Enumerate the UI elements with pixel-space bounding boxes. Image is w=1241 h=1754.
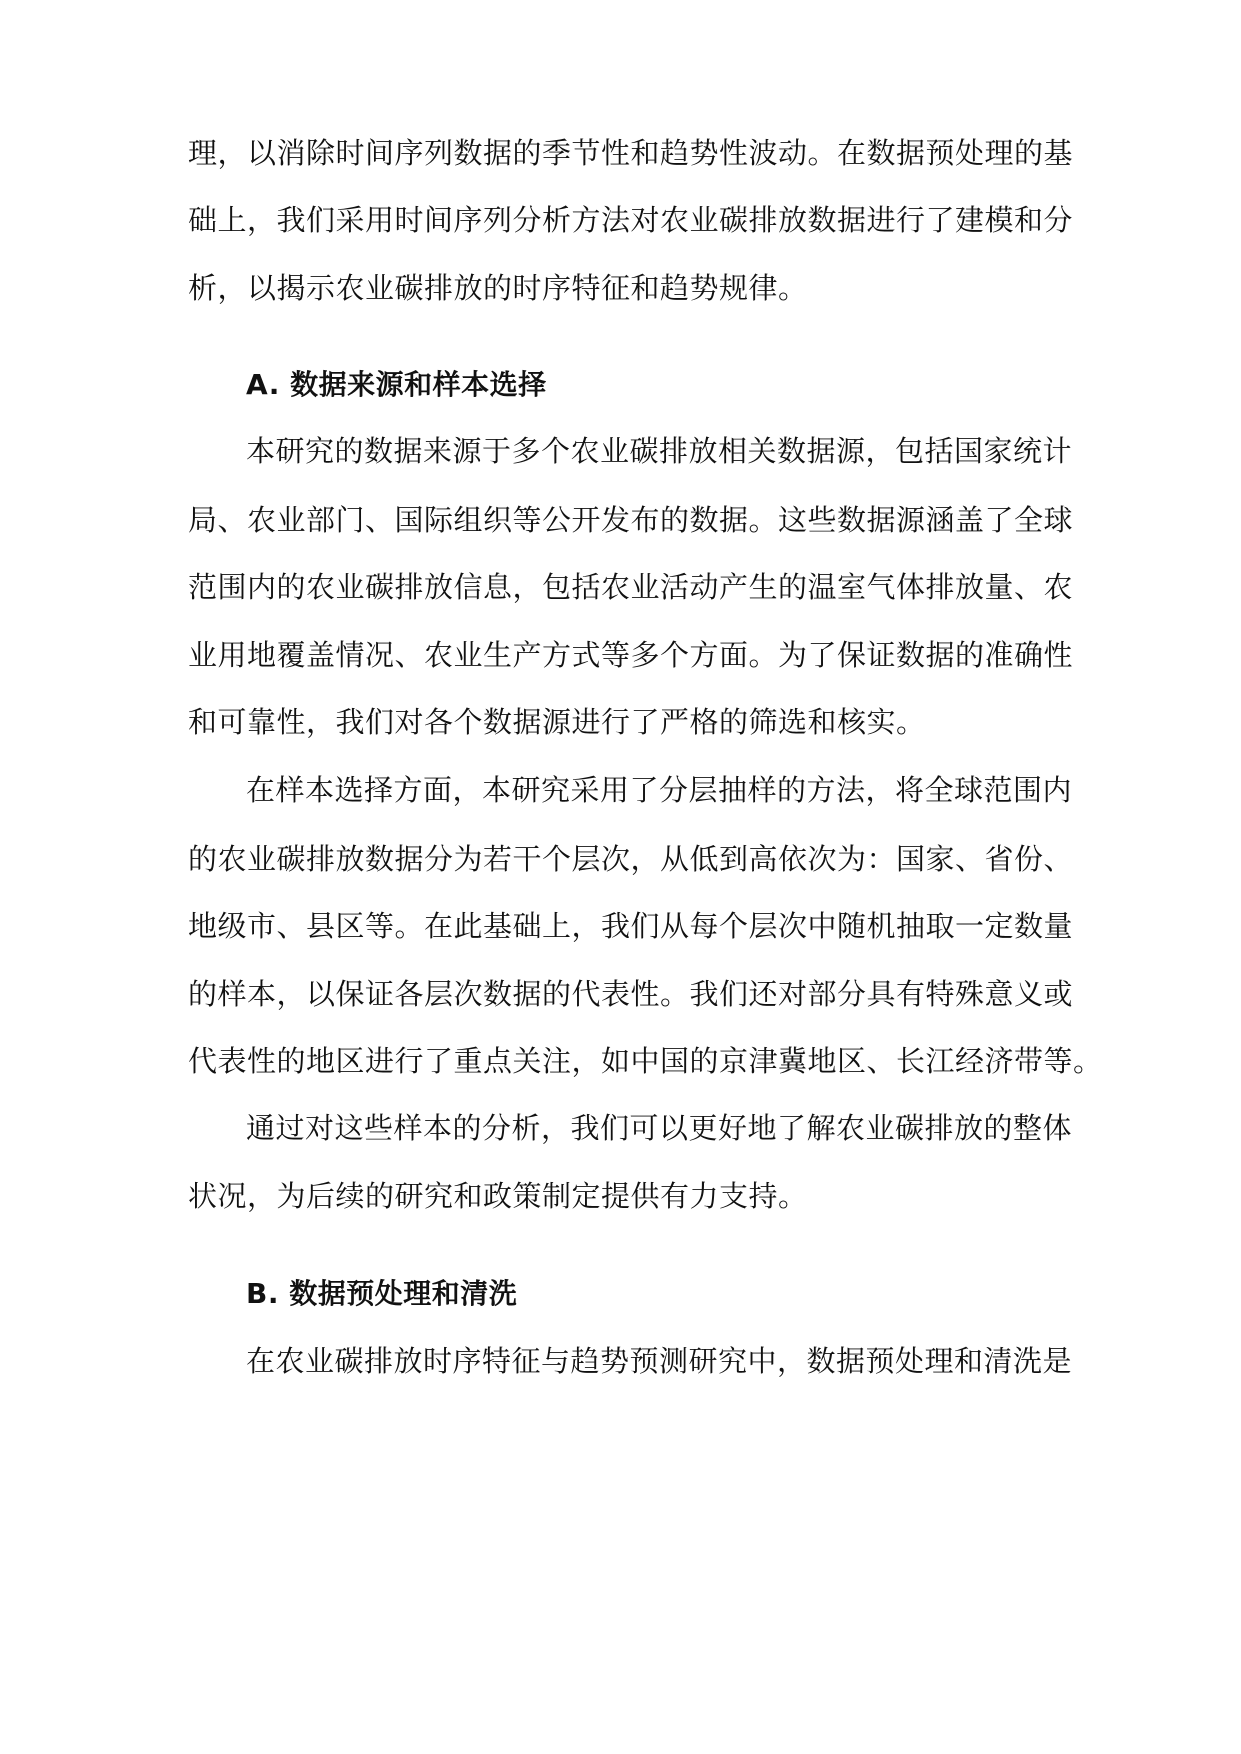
section-a-p2-line-2: 的农业碳排放数据分为若干个层次，从低到高依次为：国家、省份、 [188,842,1074,876]
section-a-p3-line-1: 通过对这些样本的分析，我们可以更好地了解农业碳排放的整体 [246,1111,1073,1145]
section-b-heading: B. 数据预处理和清洗 [246,1277,518,1310]
section-a-p1-line-4: 业用地覆盖情况、农业生产方式等多个方面。为了保证数据的准确性 [188,638,1074,672]
section-a-p3-line-2: 状况，为后续的研究和政策制定提供有力支持。 [188,1179,808,1213]
section-a-p2-line-5: 代表性的地区进行了重点关注，如中国的京津冀地区、长江经济带等。 [188,1044,1103,1078]
section-b-p1-line-1: 在农业碳排放时序特征与趋势预测研究中，数据预处理和清洗是 [246,1344,1073,1378]
section-a-p1-line-3: 范围内的农业碳排放信息，包括农业活动产生的温室气体排放量、农 [188,570,1074,604]
section-a-p2-line-4: 的样本，以保证各层次数据的代表性。我们还对部分具有特殊意义或 [188,977,1074,1011]
intro-line-1: 理，以消除时间序列数据的季节性和趋势性波动。在数据预处理的基 [188,136,1074,170]
section-a-p2-line-1: 在样本选择方面，本研究采用了分层抽样的方法，将全球范围内 [246,773,1073,807]
intro-line-3: 析，以揭示农业碳排放的时序特征和趋势规律。 [188,271,808,305]
section-a-p1-line-5: 和可靠性，我们对各个数据源进行了严格的筛选和核实。 [188,705,926,739]
section-a-p1-line-2: 局、农业部门、国际组织等公开发布的数据。这些数据源涵盖了全球 [188,503,1074,537]
intro-line-2: 础上，我们采用时间序列分析方法对农业碳排放数据进行了建模和分 [188,203,1074,237]
section-a-p1-line-1: 本研究的数据来源于多个农业碳排放相关数据源，包括国家统计 [246,434,1073,468]
section-a-p2-line-3: 地级市、县区等。在此基础上，我们从每个层次中随机抽取一定数量 [188,909,1074,943]
section-a-heading: A. 数据来源和样本选择 [246,368,547,401]
